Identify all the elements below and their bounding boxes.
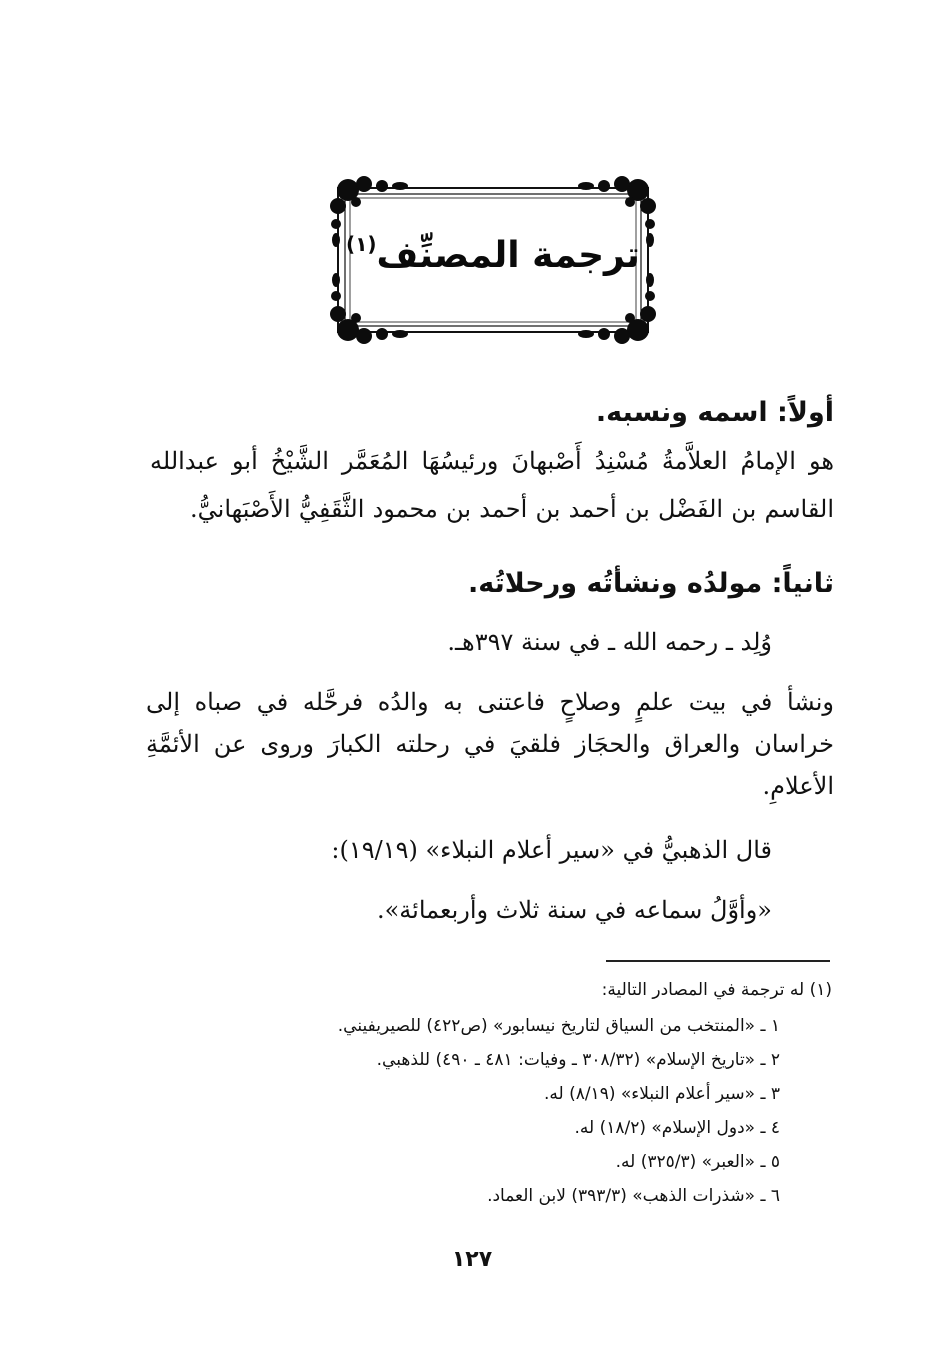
footnote-item: ٥ ـ «العبر» (٣٢٥/٣) له. xyxy=(615,1152,780,1172)
title-footnote-marker: (١) xyxy=(346,232,377,256)
birth-line: وُلِد ـ رحمه الله ـ في سنة ٣٩٧هـ. xyxy=(447,628,772,656)
footnote-item: ٢ ـ «تاريخ الإسلام» (٣٠٨/٣٢ ـ وفيات: ٤٨١ ـ ٤٩٠) للذهبي. xyxy=(376,1050,780,1070)
quote-text: «وأوَّلُ سماعه في سنة ثلاث وأربعمائة». xyxy=(376,896,772,924)
paragraph-line: الأعلامِ. xyxy=(762,772,834,800)
paragraph-line: خراسان والعراق والحجَاز فلقيَ في رحلته الكبارَ وروى عن الأئمَّةِ xyxy=(146,730,834,758)
footnote-item: ٦ ـ «شذرات الذهب» (٣٩٣/٣) لابن العماد. xyxy=(487,1186,780,1206)
section-heading-birth-travels: ثانياً: مولدُه ونشأتُه ورحلاتُه. xyxy=(468,568,834,599)
footnote-divider xyxy=(606,960,830,962)
paragraph-line: هو الإمامُ العلاَّمةُ مُسْنِدُ أَصْبهانَ ورئيسُهَا المُعَمَّر الشَّيْخُ أبو عبدالله xyxy=(150,447,834,475)
paragraph-line: القاسم بن الفَضْل بن أحمد بن أحمد بن محمود الثَّقَفِيُّ الأَصْبَهانيُّ. xyxy=(190,495,834,523)
title-label: ترجمة المصنِّف xyxy=(376,235,640,276)
quote-intro: قال الذهبيُّ في «سير أعلام النبلاء» (١٩/١٩): xyxy=(331,836,772,864)
footnote-item: ٣ ـ «سير أعلام النبلاء» (٨/١٩) له. xyxy=(543,1084,780,1104)
paragraph-line: ونشأ في بيت علمٍ وصلاحٍ فاعتنى به والدُه فرحَّله في صباه إلى xyxy=(146,688,834,716)
section-heading-name-lineage: أولاً: اسمه ونسبه. xyxy=(595,397,834,428)
footnote-item: ١ ـ «المنتخب من السياق لتاريخ نيسابور» (ص٤٢٢) للصيريفيني. xyxy=(337,1016,780,1036)
page-number: ١٢٧ xyxy=(451,1247,493,1272)
footnote-intro: (١) له ترجمة في المصادر التالية: xyxy=(601,980,832,1000)
title-frame xyxy=(330,176,656,344)
footnote-item: ٤ ـ «دول الإسلام» (١٨/٢) له. xyxy=(574,1118,780,1138)
page-title xyxy=(330,232,656,276)
